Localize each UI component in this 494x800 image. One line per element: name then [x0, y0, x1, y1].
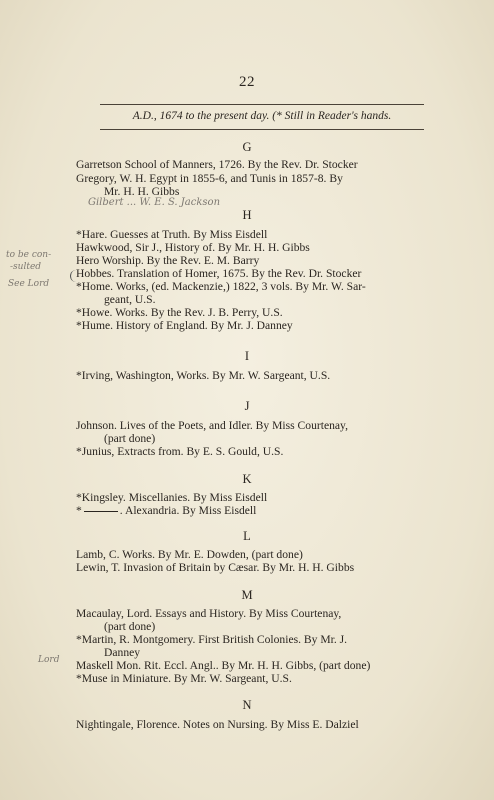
section-letter-n: N — [242, 698, 252, 712]
entry-lewin: Lewin, T. Invasion of Britain by Cæsar. By Mr. H. H. Gibbs — [76, 561, 355, 574]
entry-martin: *Martin, R. Montgomery. First British Colonies. By Mr. J. — [76, 633, 348, 646]
handwritten-note-jackson: Gilbert ... W. E. S. Jackson — [88, 197, 221, 208]
margin-note-4: Lord — [38, 655, 60, 665]
entry-macaulay: Macaulay, Lord. Essays and History. By Miss Courtenay, — [76, 607, 342, 620]
entry-alexandria-text: . Alexandria. By Miss Eisdell — [119, 504, 257, 517]
entry-macaulay-cont: (part done) — [104, 620, 156, 633]
section-letter-h: H — [242, 208, 252, 222]
entry-howe: *Howe. Works. By the Rev. J. B. Perry, U.S. — [76, 306, 283, 319]
entry-irving: *Irving, Washington, Works. By Mr. W. Sargeant, U.S. — [76, 369, 331, 382]
entry-johnson: Johnson. Lives of the Poets, and Idler. By Miss Courtenay, — [76, 419, 348, 432]
entry-johnson-cont: (part done) — [104, 432, 156, 445]
entry-home-cont: geant, U.S. — [104, 293, 156, 306]
entry-martin-cont: Danney — [104, 646, 141, 659]
entry-hero-worship: Hero Worship. By the Rev. E. M. Barry — [76, 254, 260, 267]
running-head: A.D., 1674 to the present day. (* Still in Reader's hands. — [132, 110, 392, 122]
entry-hobbes: Hobbes. Translation of Homer, 1675. By the Rev. Dr. Stocker — [76, 267, 362, 280]
entry-asterisk: * — [76, 504, 82, 517]
ditto-rule — [84, 511, 118, 512]
section-letter-l: L — [243, 529, 251, 543]
page-number: 22 — [239, 74, 255, 90]
section-letter-i: I — [244, 349, 250, 363]
entry-junius: *Junius, Extracts from. By E. S. Gould, U.S. — [76, 445, 284, 458]
entry-nightingale: Nightingale, Florence. Notes on Nursing. By Miss E. Dalziel — [76, 718, 359, 731]
entry-hume: *Hume. History of England. By Mr. J. Danney — [76, 319, 293, 332]
entry-kingsley-alexandria — [76, 504, 432, 517]
section-letter-m: M — [241, 588, 253, 602]
entry-muse: *Muse in Miniature. By Mr. W. Sargeant, U.S. — [76, 672, 292, 685]
section-letter-k: K — [242, 472, 252, 486]
header-rule-top — [100, 104, 424, 105]
margin-note-1: to be con- — [6, 250, 52, 260]
entry-maskell: Maskell Mon. Rit. Eccl. Angl.. By Mr. H. H. Gibbs, (part done) — [76, 659, 371, 672]
margin-note-3: See Lord — [8, 279, 50, 289]
entry-kingsley: *Kingsley. Miscellanies. By Miss Eisdell — [76, 491, 268, 504]
entry-gregory-cont: Mr. H. H. Gibbs — [104, 185, 180, 198]
entry-hare: *Hare. Guesses at Truth. By Miss Eisdell — [76, 228, 268, 241]
header-rule-bottom — [100, 129, 424, 130]
entry-gregory: Gregory, W. H. Egypt in 1855-6, and Tunis in 1857-8. By — [76, 172, 343, 185]
section-letter-j: J — [244, 399, 250, 413]
entry-lamb: Lamb, C. Works. By Mr. E. Dowden, (part done) — [76, 548, 303, 561]
entry-home: *Home. Works, (ed. Mackenzie,) 1822, 3 vols. By Mr. W. Sar- — [76, 280, 366, 293]
margin-note-2: -sulted — [10, 262, 42, 272]
entry-hawkwood: Hawkwood, Sir J., History of. By Mr. H. H. Gibbs — [76, 241, 310, 254]
entry-garretson: Garretson School of Manners, 1726. By the Rev. Dr. Stocker — [76, 158, 358, 171]
section-letter-g: G — [242, 140, 252, 154]
